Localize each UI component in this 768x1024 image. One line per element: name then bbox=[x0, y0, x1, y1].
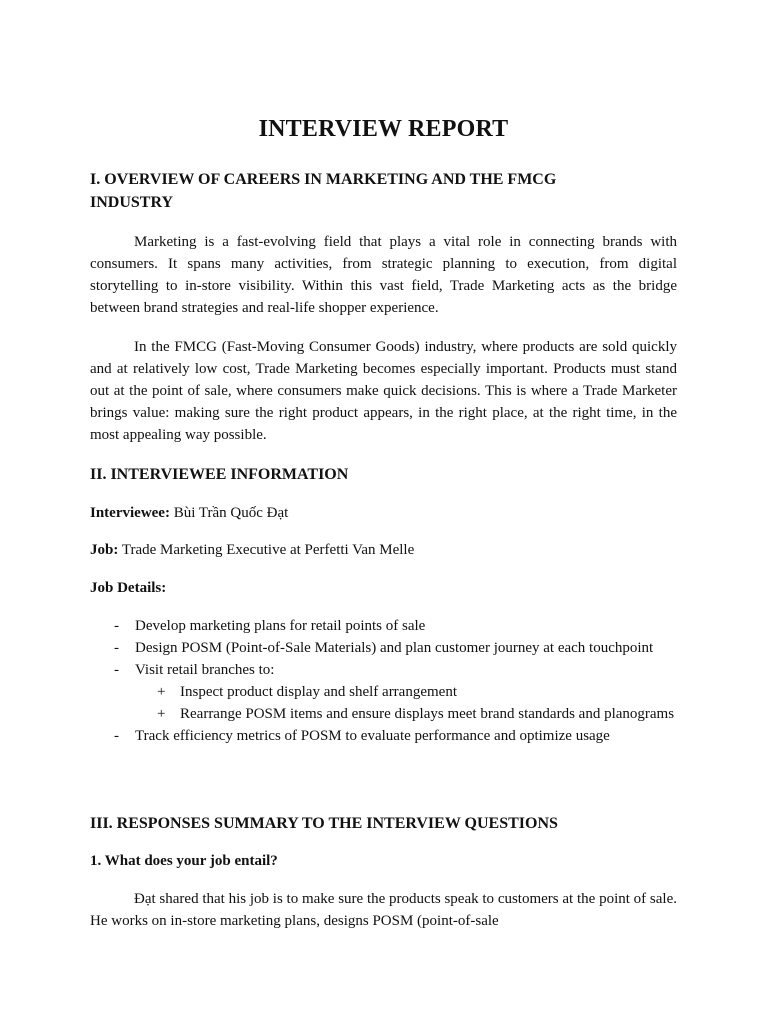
dash-bullet: - bbox=[114, 662, 119, 678]
list-item-text: Visit retail branches to: bbox=[135, 662, 275, 678]
job-details-list bbox=[90, 615, 677, 747]
overview-paragraph-1: Marketing is a fast-evolving field that plays a vital role in connecting brands with consumers. It spans many activities, from strategic planning to execution, from digital storytelling to in-store visibility. Within this vast field, Trade Marketing acts as the bridge between brand strategies and real-life shopper experience. bbox=[90, 234, 677, 316]
dash-bullet: - bbox=[114, 618, 119, 634]
page-title: INTERVIEW REPORT bbox=[258, 116, 509, 142]
list-item bbox=[90, 637, 677, 659]
interviewee-line bbox=[90, 502, 677, 524]
section-heading-responses: III. RESPONSES SUMMARY TO THE INTERVIEW QUESTIONS bbox=[90, 815, 558, 832]
list-item-text: Design POSM (Point-of-Sale Materials) and plan customer journey at each touchpoint bbox=[135, 640, 654, 656]
answer-1-paragraph: Đạt shared that his job is to make sure the products speak to customers at the point of sale. He works on in-store marketing plans, designs POSM (point-of-sale bbox=[90, 891, 677, 929]
list-item bbox=[90, 615, 677, 637]
job-line bbox=[90, 539, 677, 561]
interviewee-name: Bùi Trần Quốc Đạt bbox=[173, 505, 289, 521]
section-heading-interviewee: II. INTERVIEWEE INFORMATION bbox=[90, 466, 349, 483]
sub-list-item-text: Rearrange POSM items and ensure displays meet brand standards and planograms bbox=[180, 706, 675, 722]
dash-bullet: - bbox=[114, 640, 119, 656]
plus-bullet: + bbox=[157, 684, 166, 700]
list-item bbox=[90, 725, 677, 747]
job-label: Job: bbox=[90, 542, 119, 558]
plus-bullet: + bbox=[157, 706, 166, 722]
sub-list-item-text: Inspect product display and shelf arrangement bbox=[180, 684, 457, 700]
list-item bbox=[90, 659, 677, 681]
interviewee-label: Interviewee: bbox=[90, 505, 170, 521]
job-title: Trade Marketing Executive at Perfetti Van Melle bbox=[121, 542, 415, 558]
section-heading-overview-line2: INDUSTRY bbox=[90, 194, 174, 211]
job-details-line bbox=[90, 577, 677, 599]
job-details-label: Job Details: bbox=[90, 580, 167, 596]
section-heading-overview-line1: I. OVERVIEW OF CAREERS IN MARKETING AND THE FMCG bbox=[90, 171, 557, 188]
list-item-text: Track efficiency metrics of POSM to evaluate performance and optimize usage bbox=[135, 728, 610, 744]
sub-list-item bbox=[90, 703, 677, 725]
list-item-text: Develop marketing plans for retail points of sale bbox=[135, 618, 426, 634]
overview-paragraph-2: In the FMCG (Fast-Moving Consumer Goods) industry, where products are sold quickly and at relatively low cost, Trade Marketing becomes especially important. Products must stand out at the point of sale, where consumers make quick decisions. This is where a Trade Marketer brings value: making sure the right product appears, in the right place, at the right time, in the most appealing way possible. bbox=[90, 339, 677, 443]
dash-bullet: - bbox=[114, 728, 119, 744]
sub-list-item bbox=[90, 681, 677, 703]
question-1: 1. What does your job entail? bbox=[90, 853, 278, 869]
